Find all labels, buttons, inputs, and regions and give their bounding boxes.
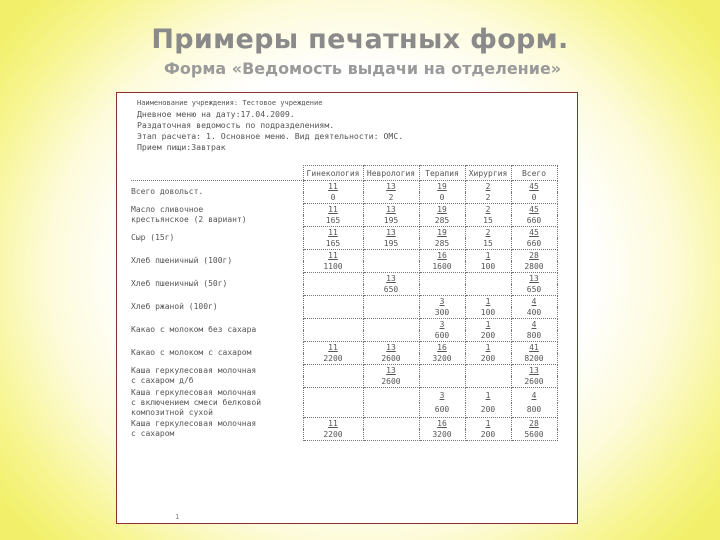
portion-amount: 800 <box>511 330 557 342</box>
column-header: Всего <box>511 166 557 181</box>
portion-amount <box>419 376 465 388</box>
portion-amount: 2600 <box>363 376 419 388</box>
portion-count: 11 <box>303 204 363 216</box>
product-name-line: с сахаром <box>131 429 175 438</box>
portion-count: 2 <box>465 227 511 239</box>
table-row <box>131 273 557 285</box>
portion-count: 11 <box>303 227 363 239</box>
portion-count: 3 <box>419 388 465 403</box>
portion-count: 16 <box>419 418 465 430</box>
portion-amount: 195 <box>363 238 419 250</box>
table-row <box>131 418 557 430</box>
portion-amount: 200 <box>465 353 511 365</box>
portion-count: 28 <box>511 418 557 430</box>
portion-count: 13 <box>511 365 557 377</box>
portion-amount: 2600 <box>363 353 419 365</box>
column-header: Терапия <box>419 166 465 181</box>
portion-count: 13 <box>363 365 419 377</box>
portion-count <box>303 296 363 308</box>
portion-amount: 285 <box>419 215 465 227</box>
portion-count: 13 <box>511 273 557 285</box>
portion-amount: 0 <box>303 192 363 204</box>
product-name <box>131 319 303 342</box>
product-name-line: Всего довольст. <box>131 187 204 197</box>
portion-count: 28 <box>511 250 557 262</box>
portion-count <box>363 296 419 308</box>
product-name <box>131 342 303 365</box>
portion-amount: 5600 <box>511 429 557 441</box>
product-name-line: Сыр (15г) <box>131 233 175 242</box>
portion-count <box>303 365 363 377</box>
portion-amount: 2200 <box>303 429 363 441</box>
portion-count: 1 <box>465 418 511 430</box>
portion-count: 19 <box>419 181 465 193</box>
portion-count: 2 <box>465 204 511 216</box>
portion-amount <box>363 330 419 342</box>
portion-count: 3 <box>419 319 465 331</box>
portion-amount <box>303 376 363 388</box>
table-corner <box>131 166 303 181</box>
portion-count: 11 <box>303 342 363 354</box>
product-name-line: композитной сухой <box>131 407 213 417</box>
table-row <box>131 388 557 403</box>
table-row <box>131 204 557 216</box>
portion-amount <box>363 429 419 441</box>
portion-count: 11 <box>303 250 363 262</box>
portion-count: 11 <box>303 418 363 430</box>
portion-amount: 15 <box>465 238 511 250</box>
product-name-line: с сахаром д/б <box>131 376 194 385</box>
table-row <box>131 319 557 331</box>
portion-amount: 100 <box>465 261 511 273</box>
portion-amount: 1600 <box>419 261 465 273</box>
distribution-table <box>131 165 558 441</box>
portion-amount: 200 <box>465 330 511 342</box>
portion-count <box>419 365 465 377</box>
portion-count: 1 <box>465 388 511 403</box>
portion-amount: 15 <box>465 215 511 227</box>
product-name <box>131 418 303 441</box>
column-header: Гинекология <box>303 166 363 181</box>
portion-amount <box>419 284 465 296</box>
product-name-line: Какао с молоком с сахаром <box>131 348 252 357</box>
portion-count: 4 <box>511 296 557 308</box>
portion-amount: 165 <box>303 215 363 227</box>
portion-amount: 0 <box>419 192 465 204</box>
product-name-line: Хлеб пшеничный (50г) <box>131 279 228 288</box>
header-line: Этап расчета: 1. Основное меню. Вид деятельности: ОМС. <box>137 131 404 141</box>
portion-amount: 660 <box>511 238 557 250</box>
column-header: Хирургия <box>465 166 511 181</box>
portion-count: 4 <box>511 388 557 403</box>
portion-amount: 3200 <box>419 429 465 441</box>
slide-title: Примеры печатных форм. <box>151 24 569 55</box>
portion-count: 11 <box>303 181 363 193</box>
product-name-line: Каша геркулесовая молочная <box>131 387 257 397</box>
portion-count <box>419 273 465 285</box>
table-row <box>131 250 557 262</box>
portion-amount: 600 <box>419 330 465 342</box>
portion-amount: 400 <box>511 307 557 319</box>
table-row <box>131 227 557 239</box>
portion-amount <box>303 403 363 418</box>
portion-count: 4 <box>511 319 557 331</box>
product-name-line: Масло сливочное <box>131 205 204 214</box>
portion-amount <box>465 376 511 388</box>
product-name-line: с включением смеси белковой <box>131 397 262 407</box>
portion-count <box>363 319 419 331</box>
portion-amount: 0 <box>511 192 557 204</box>
table-row <box>131 296 557 308</box>
product-name-line: Каша геркулесовая молочная <box>131 366 257 375</box>
portion-count: 16 <box>419 342 465 354</box>
product-name <box>131 227 303 250</box>
portion-amount <box>465 284 511 296</box>
header-line: Наименование учреждения: Тестовое учреждение <box>137 99 323 107</box>
portion-amount <box>363 261 419 273</box>
portion-count: 1 <box>465 342 511 354</box>
portion-count: 19 <box>419 204 465 216</box>
portion-count: 2 <box>465 181 511 193</box>
portion-count <box>465 365 511 377</box>
portion-count <box>465 273 511 285</box>
table-row <box>131 181 557 193</box>
portion-count: 13 <box>363 342 419 354</box>
product-name <box>131 181 303 204</box>
portion-amount: 8200 <box>511 353 557 365</box>
portion-amount: 2 <box>465 192 511 204</box>
product-name <box>131 273 303 296</box>
portion-amount <box>363 403 419 418</box>
product-name-line: Каша геркулесовая молочная <box>131 419 257 428</box>
portion-count: 19 <box>419 227 465 239</box>
portion-count <box>363 250 419 262</box>
portion-amount: 285 <box>419 238 465 250</box>
portion-amount: 100 <box>465 307 511 319</box>
portion-count: 1 <box>465 250 511 262</box>
portion-amount: 195 <box>363 215 419 227</box>
table-row <box>131 342 557 354</box>
portion-count: 13 <box>363 204 419 216</box>
portion-amount: 600 <box>419 403 465 418</box>
portion-count <box>363 388 419 403</box>
product-name-line: Хлеб ржаной (100г) <box>131 302 218 311</box>
page-number: 1 <box>175 513 180 521</box>
portion-amount: 300 <box>419 307 465 319</box>
portion-amount: 2 <box>363 192 419 204</box>
column-header: Неврология <box>363 166 419 181</box>
header-line: Прием пищи:Завтрак <box>137 142 226 152</box>
portion-amount <box>303 307 363 319</box>
product-name <box>131 365 303 388</box>
portion-count: 1 <box>465 319 511 331</box>
product-name <box>131 296 303 319</box>
portion-amount: 200 <box>465 403 511 418</box>
portion-amount <box>303 330 363 342</box>
portion-count: 45 <box>511 227 557 239</box>
portion-amount: 800 <box>511 403 557 418</box>
portion-amount <box>363 307 419 319</box>
table-row <box>131 365 557 377</box>
table-body <box>131 181 557 441</box>
portion-count <box>303 388 363 403</box>
portion-count: 16 <box>419 250 465 262</box>
portion-count: 45 <box>511 204 557 216</box>
portion-amount: 200 <box>465 429 511 441</box>
portion-amount: 2200 <box>303 353 363 365</box>
header-line: Дневное меню на дату:17.04.2009. <box>137 109 295 119</box>
form-header <box>137 98 403 153</box>
portion-amount: 165 <box>303 238 363 250</box>
portion-count <box>303 319 363 331</box>
portion-amount: 650 <box>363 284 419 296</box>
portion-count: 13 <box>363 273 419 285</box>
portion-count <box>363 418 419 430</box>
portion-amount: 650 <box>511 284 557 296</box>
portion-amount: 2600 <box>511 376 557 388</box>
portion-count: 13 <box>363 181 419 193</box>
product-name-line: крестьянское (2 вариант) <box>131 215 247 224</box>
header-line: Раздаточная ведомость по подразделениям. <box>137 120 335 130</box>
product-name-line: Хлеб пшеничный (100г) <box>131 256 233 265</box>
portion-count: 13 <box>363 227 419 239</box>
slide-subtitle: Форма «Ведомость выдачи на отделение» <box>164 59 562 78</box>
portion-count <box>303 273 363 285</box>
portion-count: 41 <box>511 342 557 354</box>
portion-count: 3 <box>419 296 465 308</box>
portion-amount <box>303 284 363 296</box>
portion-amount: 3200 <box>419 353 465 365</box>
portion-amount: 2800 <box>511 261 557 273</box>
portion-amount: 660 <box>511 215 557 227</box>
print-form-sheet <box>116 92 578 524</box>
portion-count: 1 <box>465 296 511 308</box>
portion-count: 45 <box>511 181 557 193</box>
product-name <box>131 388 303 418</box>
product-name <box>131 204 303 227</box>
portion-amount: 1100 <box>303 261 363 273</box>
product-name-line: Какао с молоком без сахара <box>131 325 257 334</box>
product-name <box>131 250 303 273</box>
